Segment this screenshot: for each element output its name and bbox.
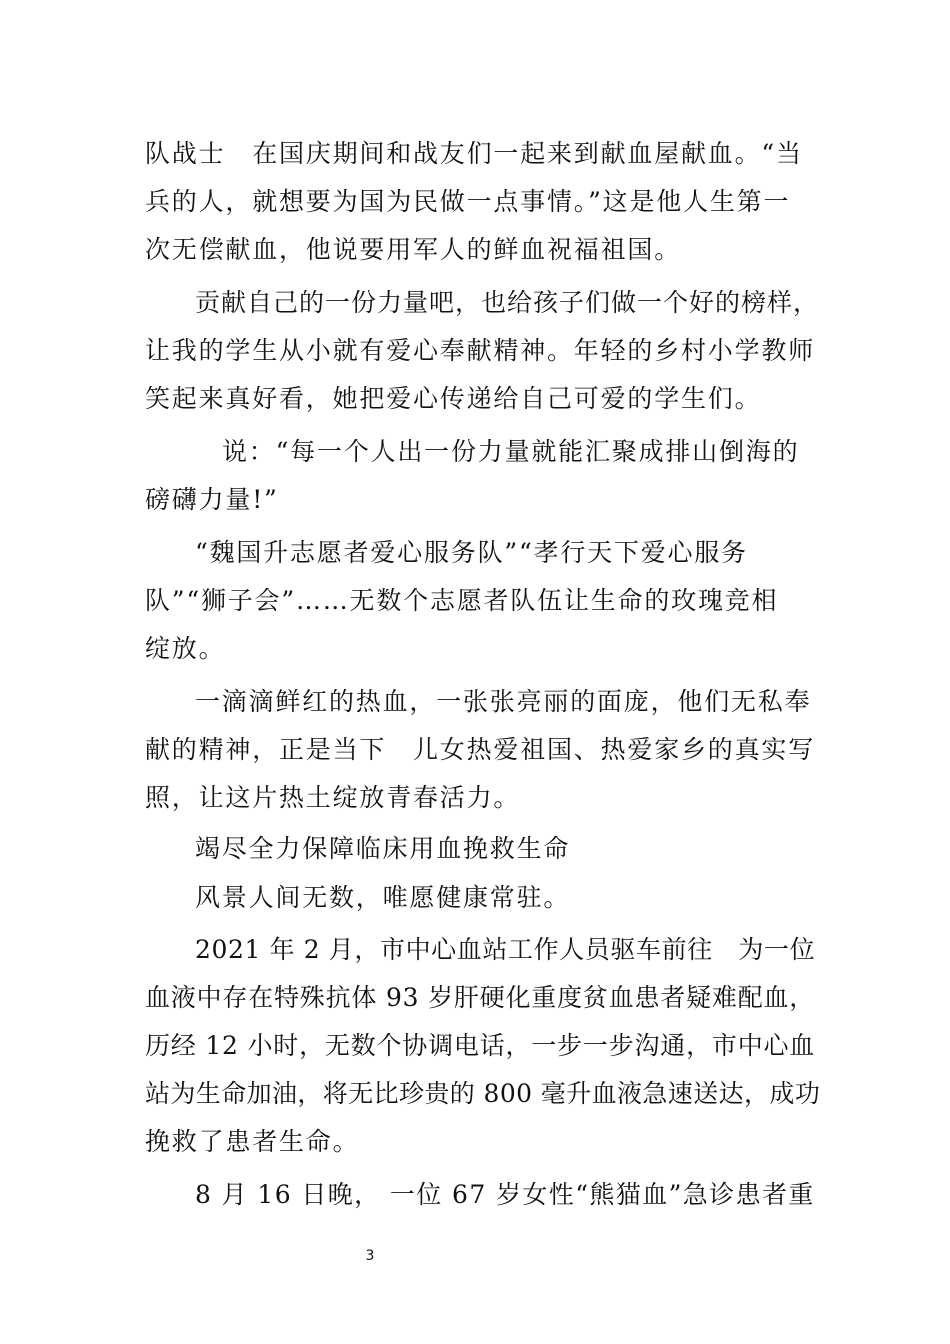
page-number: 3: [365, 1248, 375, 1264]
text-line: 队战士 在国庆期间和战友们一起来到献血屋献血。“当: [145, 139, 803, 168]
text-line: 照，让这片热土绽放青春活力。: [145, 783, 521, 812]
text-line: 风景人间无数，唯愿健康常驻。: [195, 883, 571, 912]
text-line: 说：“每一个人出一份力量就能汇聚成排山倒海的: [222, 437, 800, 466]
text-line: 笑起来真好看，她把爱心传递给自己可爱的学生们。: [145, 384, 762, 413]
text-line: 次无偿献血，他说要用军人的鲜血祝福祖国。: [145, 235, 682, 264]
text-line: 队”“狮子会”……无数个志愿者队伍让生命的玫瑰竞相: [145, 586, 779, 615]
text-line: “魏国升志愿者爱心服务队”“孝行天下爱心服务: [195, 538, 748, 567]
text-line: 挽救了患者生命。: [145, 1127, 360, 1156]
text-line: 绽放。: [145, 634, 226, 663]
text-line: 历经 12 小时，无数个协调电话，一步一步沟通，市中心血: [145, 1031, 816, 1060]
text-line: 兵的人，就想要为国为民做一点事情。”这是他人生第一: [145, 187, 791, 216]
text-line: 贡献自己的一份力量吧，也给孩子们做一个好的榜样，: [195, 288, 820, 317]
text-line: 站为生命加油，将无比珍贵的 800 毫升血液急速送达，成功: [145, 1079, 821, 1108]
text-line: 2021 年 2 月，市中心血站工作人员驱车前往 为一位: [195, 935, 816, 964]
section-heading: 竭尽全力保障临床用血挽救生命: [195, 834, 571, 863]
text-line: 献的精神，正是当下 儿女热爱祖国、热爱家乡的真实写: [145, 735, 816, 764]
text-line: 磅礴力量!”: [145, 485, 279, 514]
text-line: 一滴滴鲜红的热血，一张张亮丽的面庞，他们无私奉: [195, 687, 812, 716]
text-line: 8 月 16 日晚， 一位 67 岁女性“熊猫血”急诊患者重: [195, 1180, 815, 1209]
text-line: 血液中存在特殊抗体 93 岁肝硬化重度贫血患者疑难配血，: [145, 983, 816, 1012]
text-line: 让我的学生从小就有爱心奉献精神。年轻的乡村小学教师: [145, 336, 816, 365]
